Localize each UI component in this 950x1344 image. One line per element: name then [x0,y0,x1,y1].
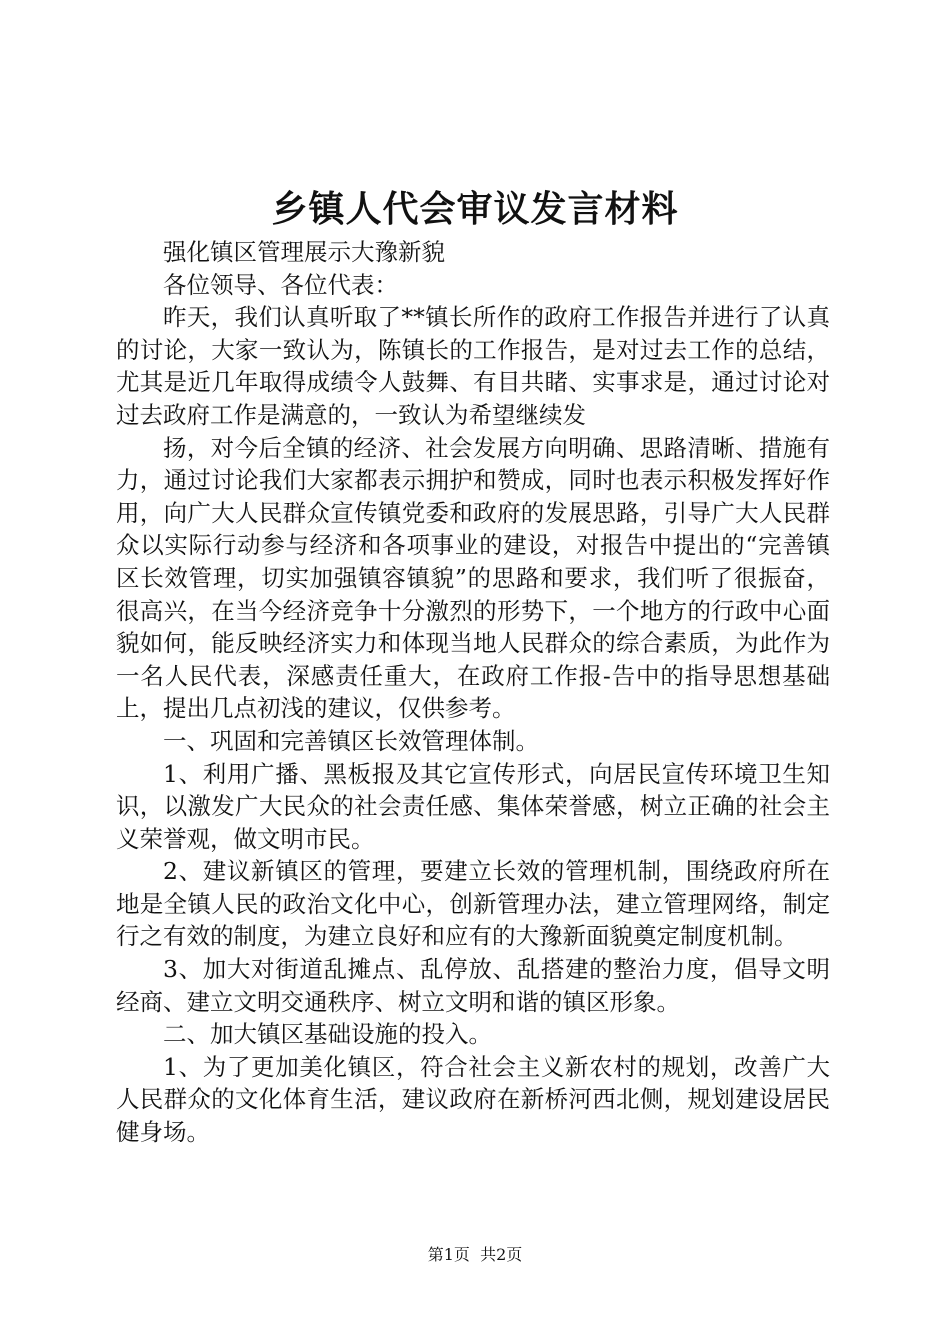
page-number-footer [0,1243,950,1267]
list-item-paragraph: 1、利用广播、黑板报及其它宣传形式，向居民宣传环境卫生知识，以激发广大民众的社会责任感、集体荣誉感，树立正确的社会主义荣誉观，做文明市民。 [116,759,830,853]
section-heading: 一、巩固和完善镇区长效管理体制。 [163,726,539,755]
body-paragraph: 昨天，我们认真听取了**镇长所作的政府工作报告并进行了认真的讨论，大家一致认为，陈镇长的工作报告，是对过去工作的总结，尤其是近几年取得成绩令人鼓舞、有目共睹、实事求是，通过讨论对过去政府工作是满意的，一致认为希望继续发 [116,303,830,429]
list-item-paragraph: 2、建议新镇区的管理，要建立长效的管理机制，围绕政府所在地是全镇人民的政治文化中心，创新管理办法，建立管理网络，制定行之有效的制度，为建立良好和应有的大豫新面貌奠定制度机制。 [116,857,830,951]
subtitle-paragraph: 强化镇区管理展示大豫新貌 [163,238,445,266]
salutation-paragraph: 各位领导、各位代表： [163,270,398,299]
document-title: 乡镇人代会审议发言材料 [271,188,679,230]
section-heading: 二、加大镇区基础设施的投入。 [163,1020,492,1049]
list-item-paragraph: 3、加大对街道乱摊点、乱停放、乱搭建的整治力度，倡导文明经商、建立文明交通秩序、树立文明和谐的镇区形象。 [116,955,830,1016]
document-body [116,236,830,1149]
page-number-label: 第1页 共2页 [427,1245,523,1264]
list-item-paragraph: 1、为了更加美化镇区，符合社会主义新农村的规划，改善广大人民群众的文化体育生活，建议政府在新桥河西北侧，规划建设居民健身场。 [116,1052,830,1147]
body-paragraph: 扬，对今后全镇的经济、社会发展方向明确、思路清晰、措施有力，通过讨论我们大家都表示拥护和赞成，同时也表示积极发挥好作用，向广大人民群众宣传镇党委和政府的发展思路，引导广大人民群众以实际行动参与经济和各项事业的建设，对报告中提出的“完善镇区长效管理，切实加强镇容镇貌”的思路和要求，我们听了很振奋，很高兴，在当今经济竞争十分激烈的形势下，一个地方的行政中心面貌如何，能反映经济实力和体现当地人民群众的综合素质，为此作为一名人民代表，深感责任重大，在政府工作报-告中的指导思想基础上，提出几点初浅的建议，仅供参考。 [116,433,830,723]
